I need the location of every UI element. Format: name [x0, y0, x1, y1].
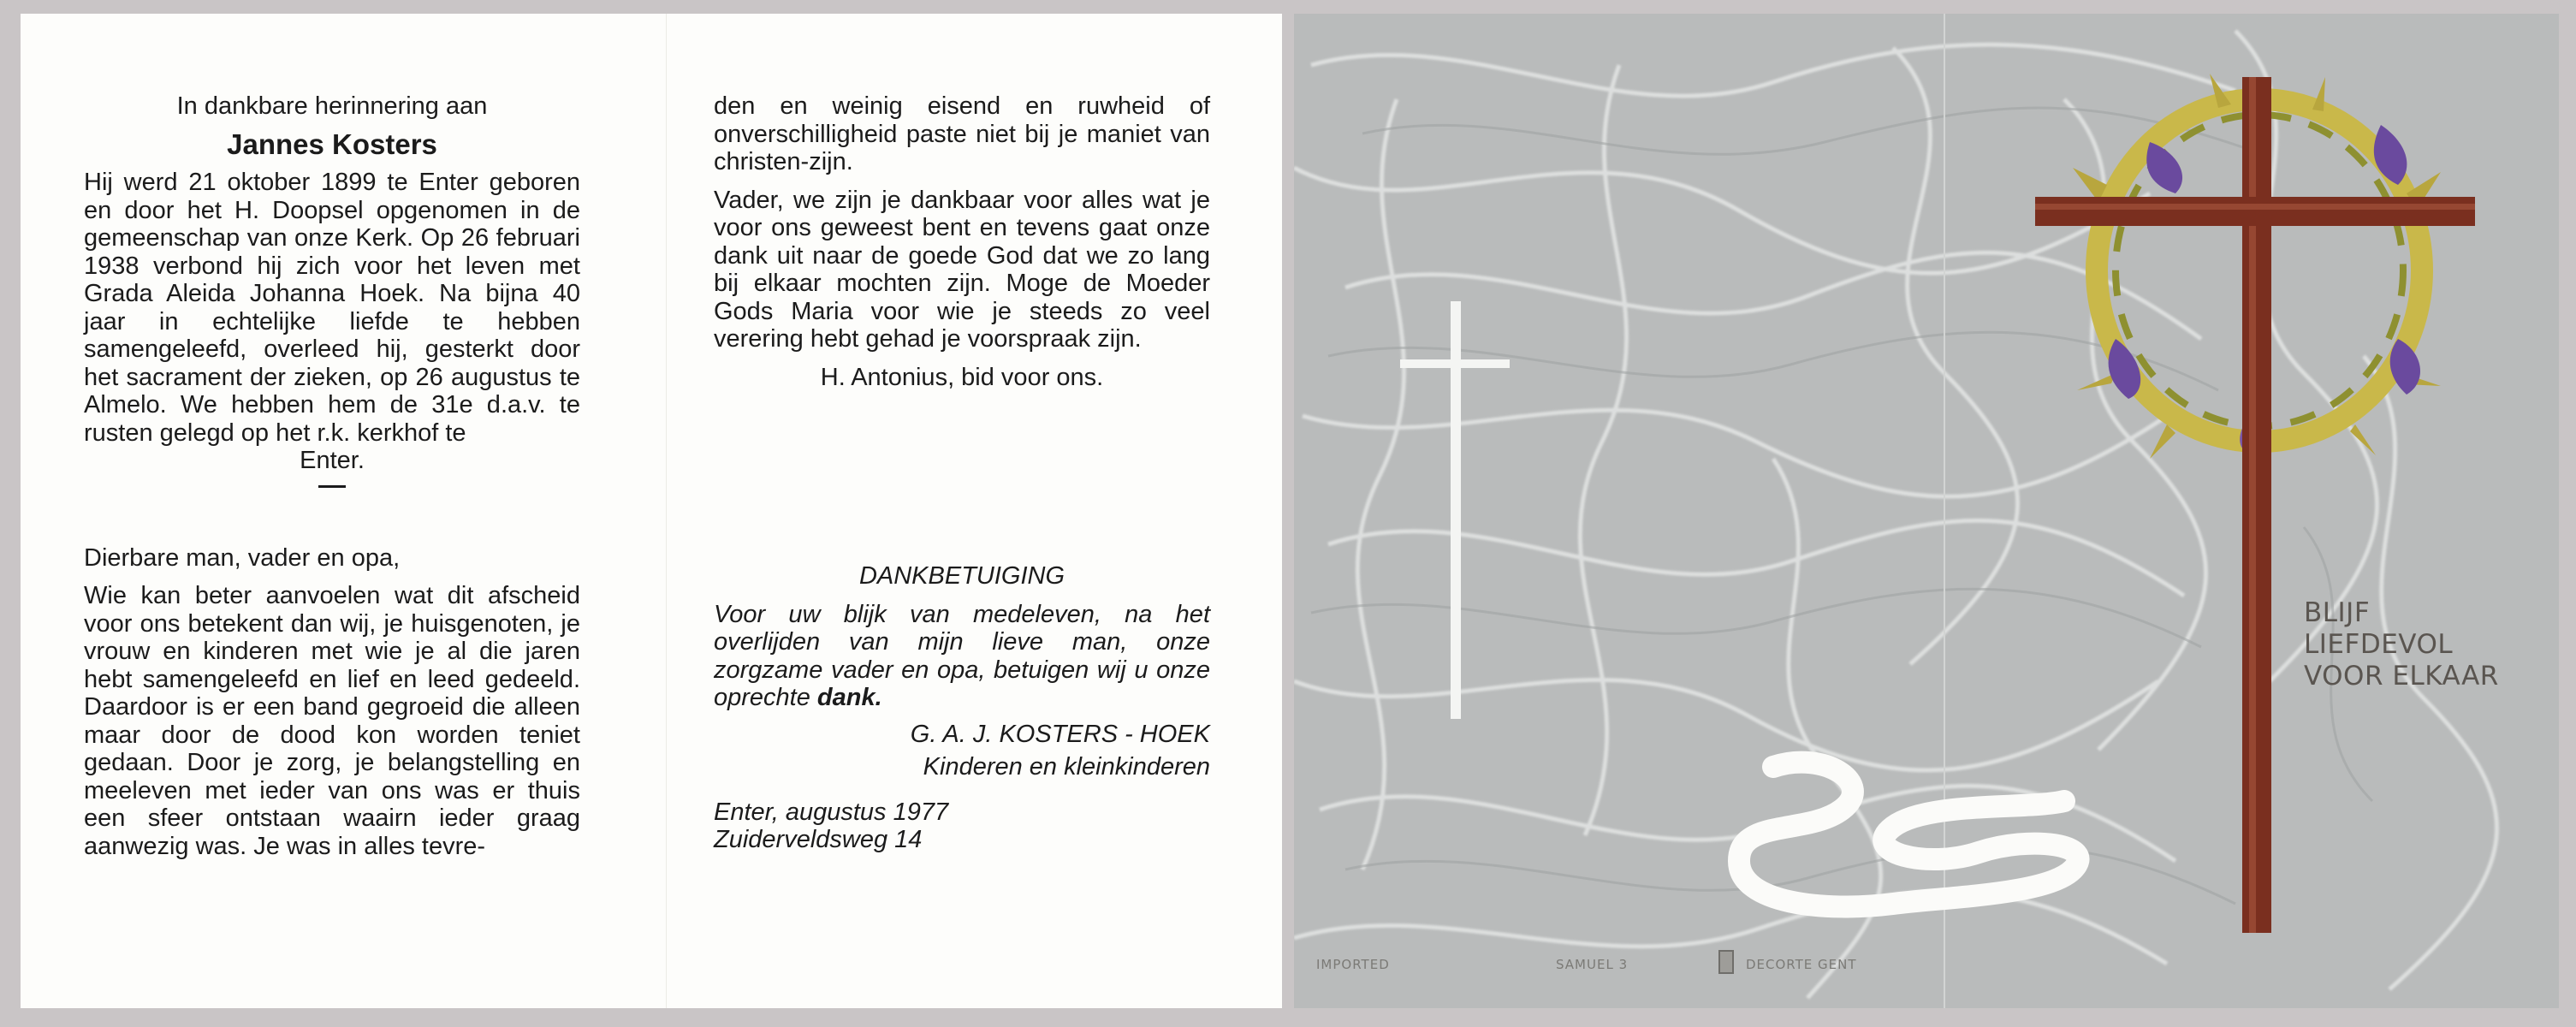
continuation-text: den en weinig eisend en ruwheid of onverschilligheid paste niet bij je maniet van christen-zijn. — [714, 92, 1210, 175]
family-line: Kinderen en kleinkinderen — [923, 753, 1210, 781]
farewell-text: Wie kan beter aanvoelen wat dit afscheid voor ons betekent dan wij, je huisgenoten, je vrouw en kinderen met wie je al die jaren hebt samengeleefd en lief en leed gedeeld. Daardoor is er een band gegroeid die alleen maar door de dood kon worden teniet gedaan. Door je zorg, je belangstelling en meeleven met ieder van ons was er thuis een sfeer ontstaan waairn ieder graag aanwezig was. Je was in alles tevre- — [84, 582, 580, 860]
cover-slogan — [2304, 597, 2499, 692]
footer-imported: IMPORTED — [1316, 957, 1390, 972]
publisher-logo-icon — [1718, 950, 1734, 974]
white-cross-icon — [1400, 301, 1510, 719]
ribbon-swirl-icon — [1739, 763, 2079, 907]
thanks-end: dank. — [816, 684, 882, 711]
card-cover — [1294, 14, 2559, 1008]
slogan-line-2: LIEFDEVOL — [2304, 629, 2454, 660]
biography-end: Enter. — [300, 447, 365, 474]
salutation: Dierbare man, vader en opa, — [84, 543, 401, 572]
signature: G. A. J. KOSTERS - HOEK — [910, 720, 1210, 748]
footer-publisher: DECORTE GENT — [1746, 957, 1857, 972]
slogan-line-3: VOOR ELKAAR — [2304, 661, 2499, 692]
footer-series: SAMUEL 3 — [1556, 957, 1629, 972]
dedication-line: In dankbare herinnering aan — [176, 92, 488, 120]
wooden-cross-icon — [2035, 77, 2475, 933]
deceased-name: Jannes Kosters — [227, 128, 437, 160]
biography-text: Hij werd 21 oktober 1899 te Enter geboren en door het H. Doopsel opgenomen in de gemeenschap van onze Kerk. Op 26 februari 1938 verbond hij zich voor het leven met Grada Aleida Johanna Hoek. Na bijna 40 jaar in echtelijke liefde te hebben samengeleefd, overleed hij, gesterkt door het sacrament der zieken, op 26 augustus te Almelo. We hebben hem de 31e d.a.v. te rusten gelegd op het r.k. kerkhof te — [84, 169, 580, 447]
thanks-heading: DANKBETUIGING — [858, 562, 1065, 590]
address: Zuiderveldsweg 14 — [714, 826, 923, 853]
slogan-line-1: BLIJF — [2304, 597, 2371, 628]
prayer-line: H. Antonius, bid voor ons. — [820, 363, 1104, 391]
fold-line — [666, 14, 667, 1008]
left-column — [84, 92, 580, 860]
thanks-text — [714, 601, 1210, 712]
gratitude-text: Vader, we zijn je dankbaar voor alles wat je voor ons geweest bent en tevens gaat onze dank uit naar de goede God dat we zo lang bij elkaar mochten zijn. Moge de Moeder Gods Maria voor wie je steeds zo veel verering hebt gehad je voorspraak zijn. — [714, 186, 1210, 353]
right-column — [714, 92, 1210, 854]
thanks-body: Voor uw blijk van medeleven, na het overlijden van mijn lieve man, onze zorgzame vader en opa, betuigen wij u onze oprechte — [714, 600, 1210, 711]
place-date: Enter, augustus 1977 — [714, 798, 949, 826]
cover-artwork — [1294, 14, 2559, 1008]
